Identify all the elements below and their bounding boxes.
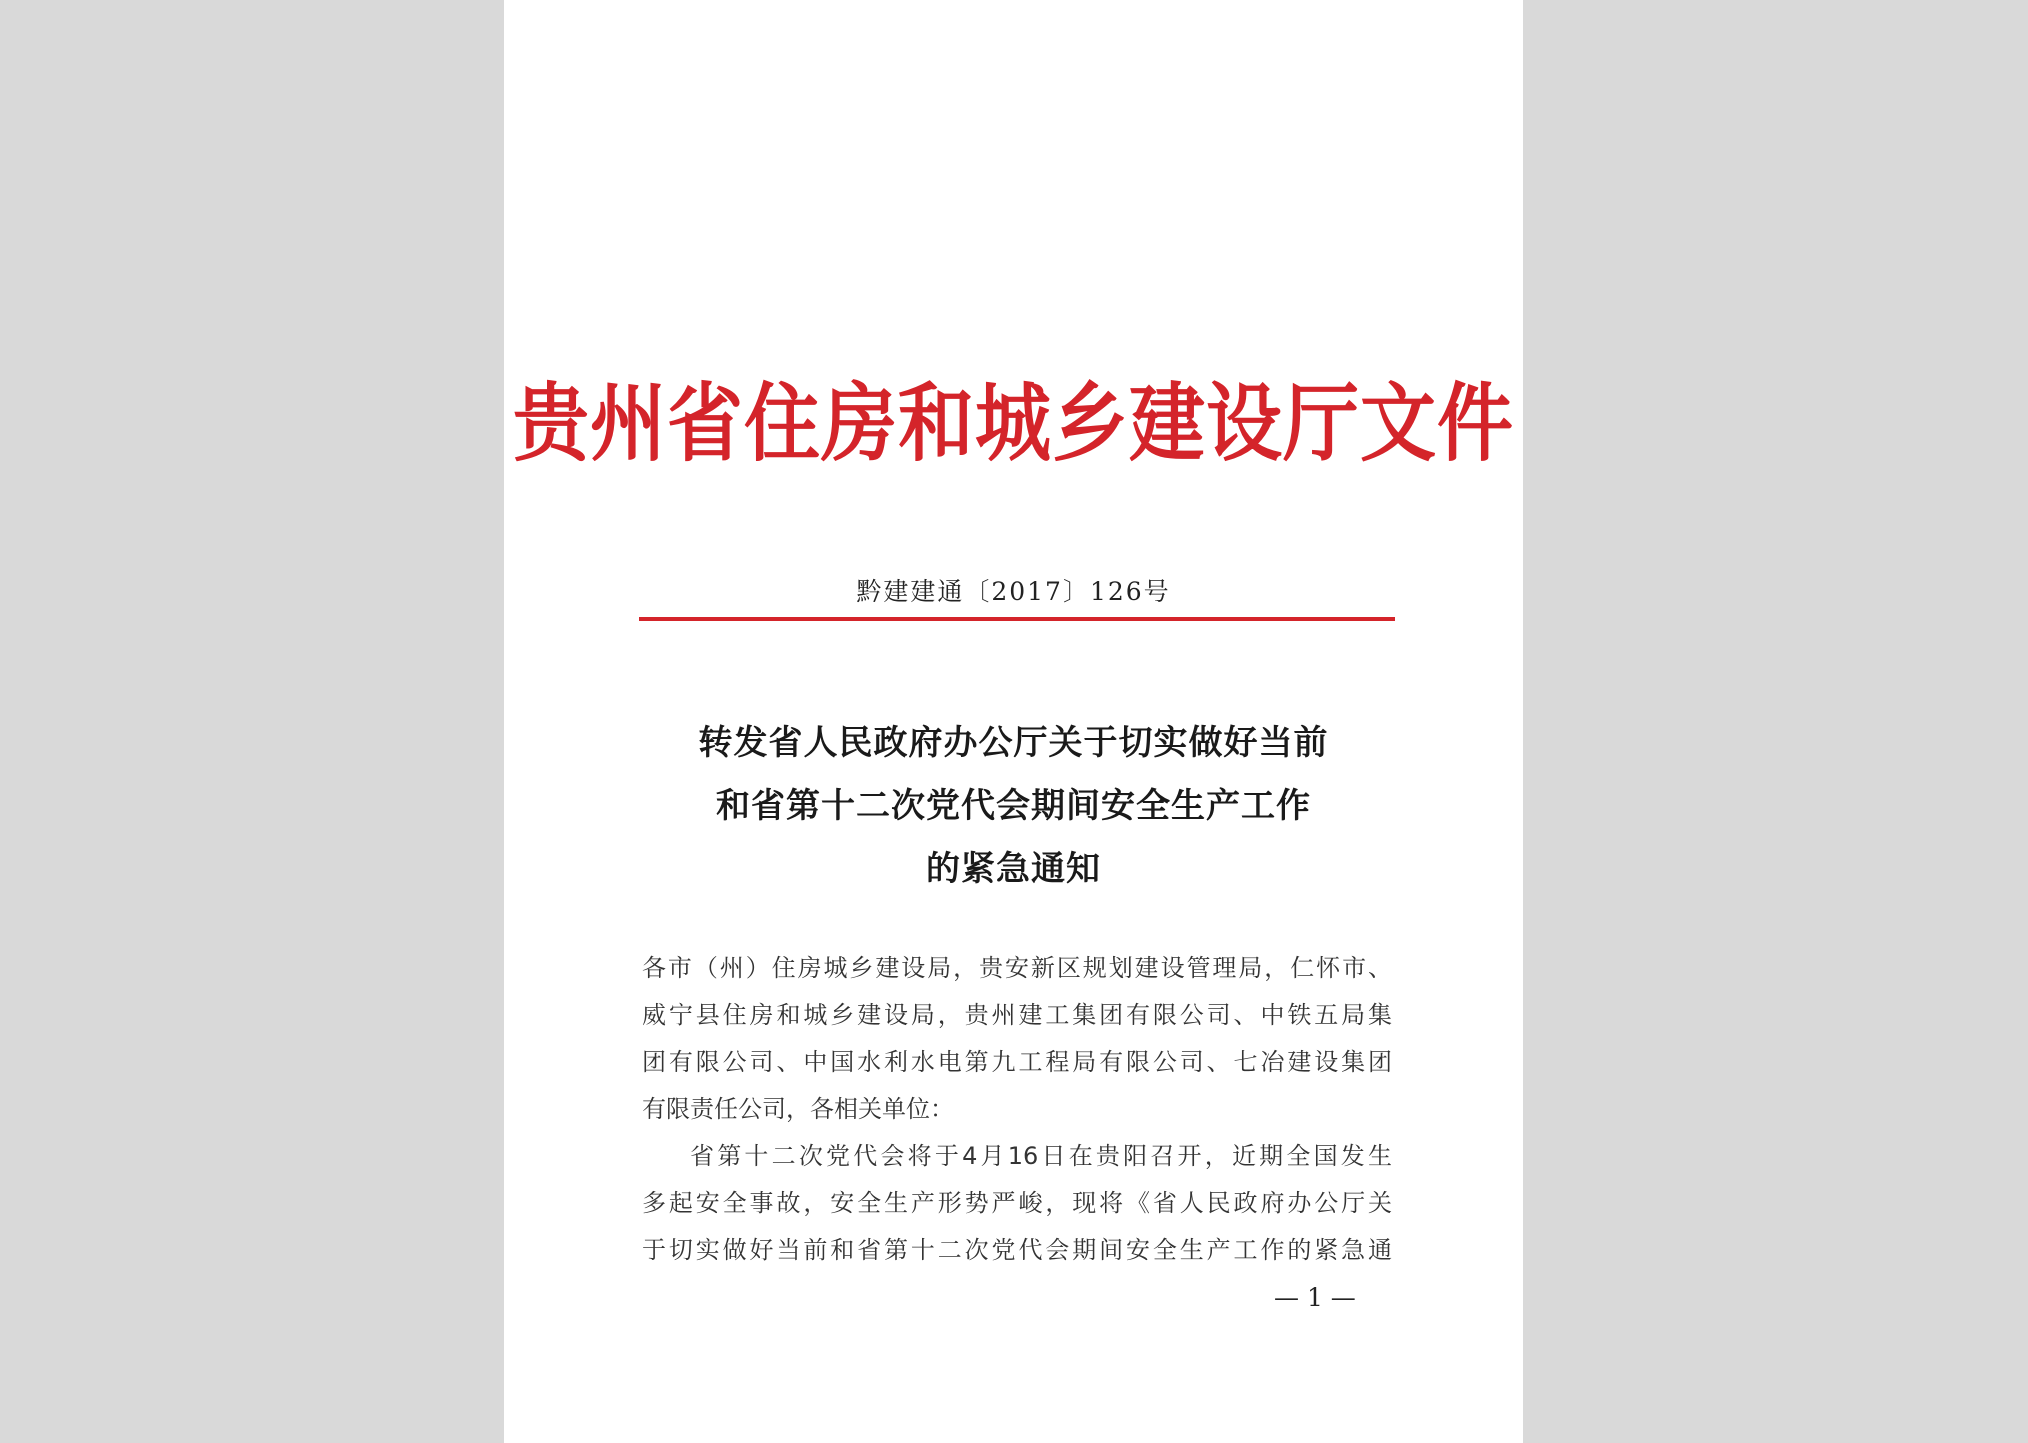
document-title-line: 转发省人民政府办公厅关于切实做好当前 xyxy=(698,723,1329,763)
document-title-line: 和省第十二次党代会期间安全生产工作 xyxy=(716,786,1311,826)
body-line: 威宁县住房和城乡建设局，贵州建工集团有限公司、中铁五局集 xyxy=(642,1001,1392,1029)
header-divider-rule xyxy=(639,617,1395,621)
body-line: 各市（州）住房城乡建设局，贵安新区规划建设管理局，仁怀市、 xyxy=(642,954,1392,982)
document-title xyxy=(504,712,1523,901)
body-line: 有限责任公司，各相关单位： xyxy=(642,1095,954,1123)
document-title-line: 的紧急通知 xyxy=(926,849,1101,889)
document-page xyxy=(504,0,1523,1443)
document-header-title: 贵州省住房和城乡建设厅文件 xyxy=(513,373,1514,474)
document-number: 黔建建通〔2017〕126号 xyxy=(856,577,1171,606)
page-number: — 1 — xyxy=(1274,1283,1356,1312)
body-line: 于切实做好当前和省第十二次党代会期间安全生产工作的紧急通 xyxy=(642,1236,1392,1264)
body-line: 省第十二次党代会将于4月16日在贵阳召开，近期全国发生 xyxy=(690,1142,1392,1170)
document-body xyxy=(642,945,1392,1274)
body-line: 多起安全事故，安全生产形势严峻，现将《省人民政府办公厅关 xyxy=(642,1189,1392,1217)
body-line: 团有限公司、中国水利水电第九工程局有限公司、七冶建设集团 xyxy=(642,1048,1392,1076)
